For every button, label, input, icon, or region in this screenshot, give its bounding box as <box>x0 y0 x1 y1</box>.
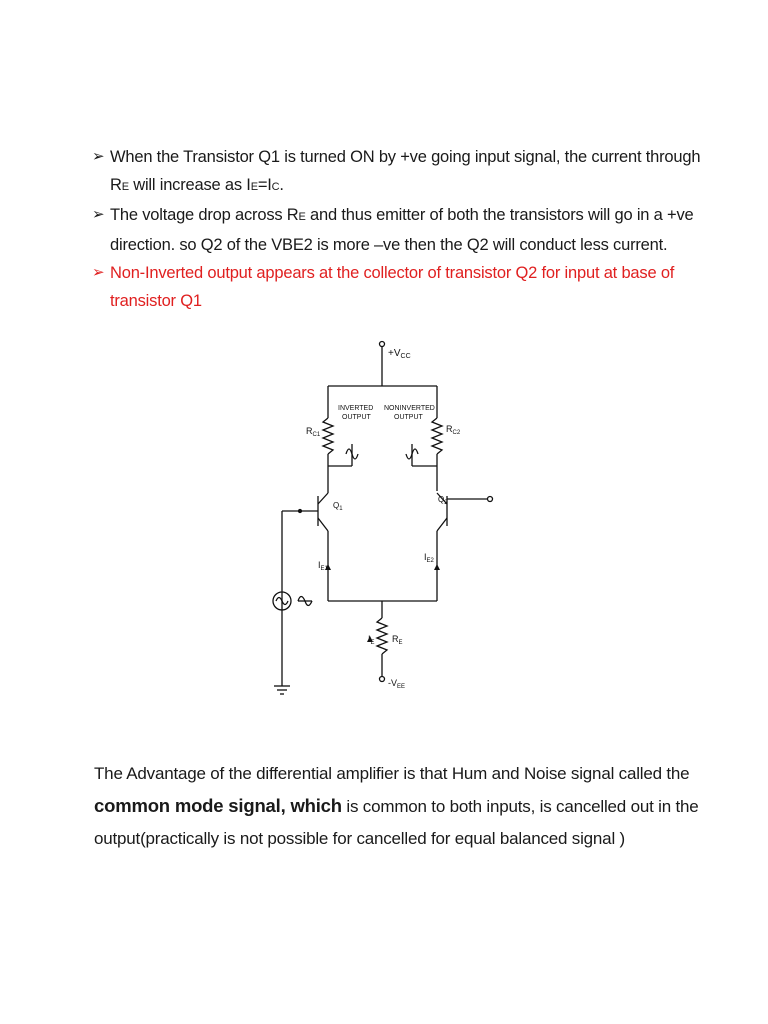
bullet-1-text-c: =I <box>257 176 272 194</box>
bullet-2-text-a: The voltage drop across R <box>110 206 299 224</box>
inverted-output-label-1: INVERTED <box>338 405 374 412</box>
circuit-svg <box>262 336 522 716</box>
bullet-1 <box>92 143 712 201</box>
vcc-label: $+V_{CC}$ <box>388 348 411 360</box>
vee-label: $-V_{EE}$ <box>388 678 406 690</box>
inverted-output-label-2: OUTPUT <box>342 414 371 421</box>
arrow-bullet-icon: ➢ <box>92 264 105 281</box>
paragraph-text-2: is common to both inputs, is cancelled out in the output(practically is not possible for cancelled for equal balanced signal ) <box>94 797 699 848</box>
bullet-1-text-d: . <box>279 176 284 194</box>
noninverted-output-label-2: OUTPUT <box>394 414 423 421</box>
rc1-label: $R_{C1}$ <box>306 426 321 438</box>
rc1-resistor <box>323 418 333 454</box>
ie1-label: $I_{E1}$ <box>318 560 328 572</box>
bullet-1-sub-e: E <box>121 181 129 193</box>
bullet-2 <box>92 201 712 259</box>
paragraph-bold-text: common mode signal, which <box>94 795 342 816</box>
differential-amplifier-diagram <box>262 336 522 716</box>
bullet-list <box>92 143 712 315</box>
bullet-3 <box>92 259 712 315</box>
q2-label: $Q_2$ <box>438 495 448 506</box>
rc2-label: $R_{C2}$ <box>446 424 461 436</box>
arrow-bullet-icon: ➢ <box>92 148 105 165</box>
rc2-resistor <box>432 418 442 454</box>
bullet-2-text-b: and thus emitter of both the transistors will go in a +ve direction. so Q2 of the VBE2 is more –ve then the Q2 will conduct less current. <box>110 206 694 254</box>
bullet-3-text: Non-Inverted output appears at the collector of transistor Q2 for input at base of transistor Q1 <box>110 264 675 310</box>
ie2-label: $I_{E2}$ <box>424 552 434 564</box>
paragraph-text-1: The Advantage of the differential amplifier is that Hum and Noise signal called the <box>94 764 690 783</box>
vcc-terminal <box>380 342 385 347</box>
ie-label: $I_E$ <box>368 634 375 646</box>
q1-label: $Q_1$ <box>333 501 343 512</box>
re-label: $R_E$ <box>392 634 403 646</box>
arrow-bullet-icon: ➢ <box>92 206 105 223</box>
bullet-2-sub-e: E <box>298 211 306 223</box>
re-resistor <box>377 618 387 654</box>
noninverted-output-label-1: NONINVERTED <box>384 405 435 412</box>
vee-terminal <box>380 677 385 682</box>
bullet-1-text-b: will increase as I <box>128 176 251 194</box>
advantage-paragraph <box>94 758 714 855</box>
bullet-1-sub-e2: E <box>250 181 258 193</box>
q2-output-terminal <box>488 497 493 502</box>
bullet-1-sub-c: C <box>271 181 280 193</box>
bullet-1-text-a: When the Transistor Q1 is turned ON by +ve going input signal, the current through R <box>110 148 701 194</box>
